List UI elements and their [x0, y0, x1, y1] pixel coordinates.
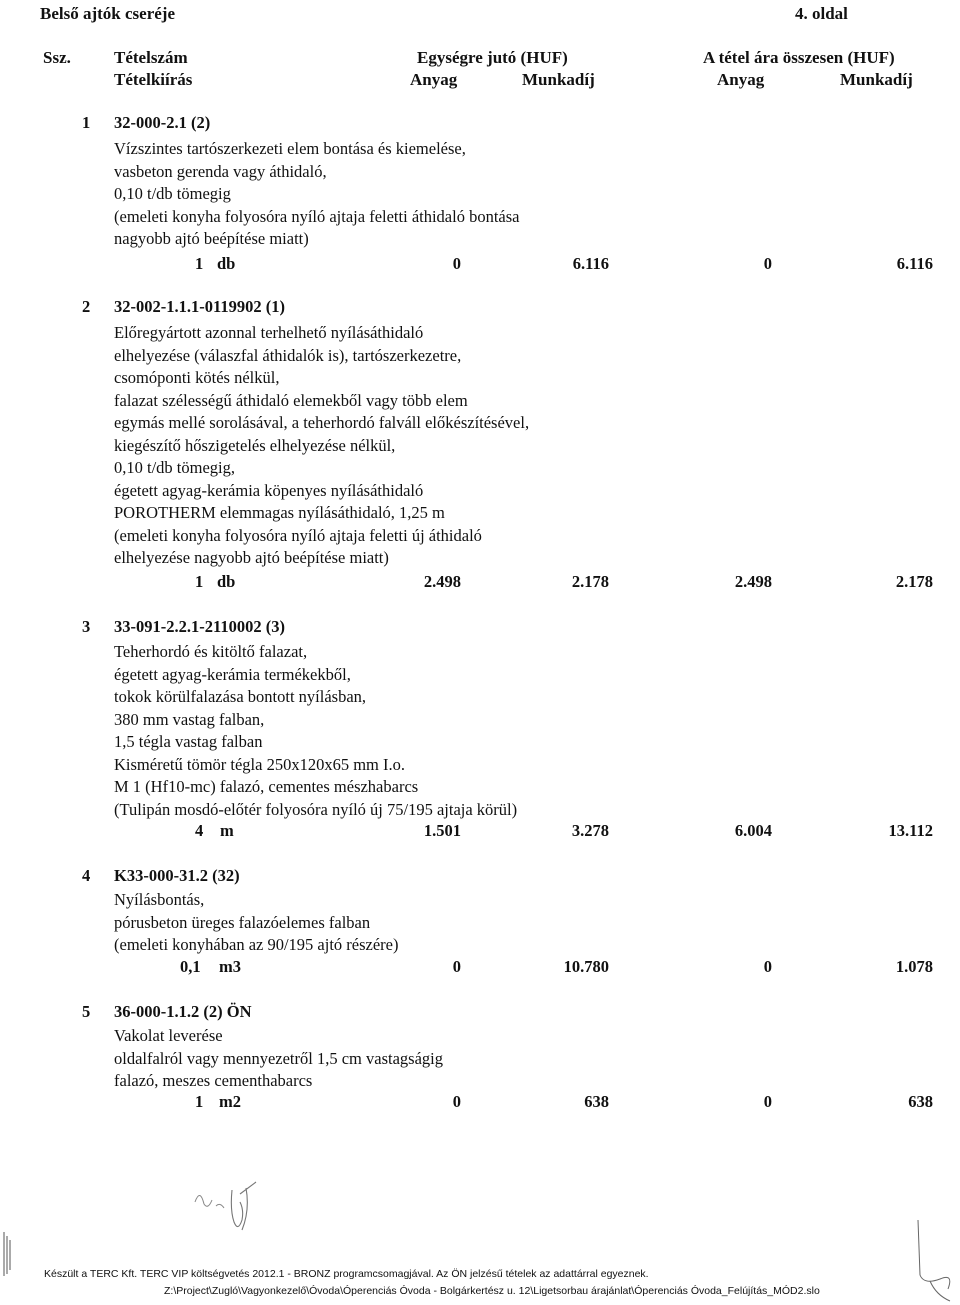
- description-line: Nyílásbontás,: [114, 890, 205, 909]
- document-title: Belső ajtók cseréje: [40, 4, 176, 23]
- footer-credit: Készült a TERC Kft. TERC VIP költségvetés 2012.1 - BRONZ programcsomagjával. Az ÖN jelzésű tételek az adattárral egyeznek.: [44, 1268, 649, 1280]
- item-unit-anyag: 0: [452, 957, 461, 976]
- item-qty: 1: [195, 254, 204, 273]
- item-qty: 4: [195, 821, 204, 840]
- description-line: Kisméretű tömör tégla 250x120x65 mm I.o.: [114, 754, 405, 774]
- item-qty: 1: [195, 572, 204, 591]
- item-unit-anyag: 1.501: [423, 821, 461, 840]
- col-tetelkiiras: Tételkiírás: [114, 70, 193, 89]
- signature-scribble: [190, 1180, 270, 1240]
- item-description: [114, 322, 529, 570]
- description-line: 380 mm vastag falban,: [114, 709, 265, 729]
- description-line: falazó, meszes cementhabarcs: [114, 1071, 313, 1090]
- col-unit-group: Egységre jutó (HUF): [417, 48, 568, 67]
- description-line: pórusbeton üreges falazóelemes falban: [114, 912, 371, 932]
- item-qty: 0,1: [180, 957, 201, 976]
- item-code: 32-000-2.1 (2): [114, 113, 211, 132]
- item-unit-anyag: 0: [452, 1092, 461, 1111]
- description-line: vasbeton gerenda vagy áthidaló,: [114, 161, 327, 181]
- description-line: égetett agyag-kerámia köpenyes nyílásáthidaló: [114, 480, 424, 500]
- item-unit: m2: [219, 1092, 241, 1111]
- col-total-group: A tétel ára összesen (HUF): [703, 48, 895, 67]
- item-total-anyag: 2.498: [734, 572, 772, 591]
- description-line: (Tulipán mosdó-előtér folyosóra nyíló új 75/195 ajtaja körül): [114, 799, 518, 819]
- item-unit: db: [217, 572, 236, 591]
- page-number: 4. oldal: [795, 4, 848, 23]
- item-unit-anyag: 2.498: [423, 572, 461, 591]
- description-line: (emeleti konyhában az 90/195 ajtó részére): [114, 935, 399, 954]
- description-line: égetett agyag-kerámia termékekből,: [114, 664, 351, 684]
- description-line: tokok körülfalazása bontott nyílásban,: [114, 687, 367, 706]
- description-line: (emeleti konyha folyosóra nyíló ajtaja feletti áthidaló bontása: [114, 206, 520, 226]
- description-line: 1,5 tégla vastag falban: [114, 732, 263, 751]
- description-line: Vakolat leverése: [114, 1026, 223, 1045]
- item-unit-munkadij: 2.178: [571, 572, 609, 591]
- description-line: kiegészítő hőszigetelés elhelyezése nélkül,: [114, 435, 396, 455]
- item-total-munkadij: 2.178: [895, 572, 933, 591]
- item-qty: 1: [195, 1092, 204, 1111]
- item-unit-munkadij: 6.116: [572, 254, 609, 273]
- item-unit-munkadij: 10.780: [563, 957, 609, 976]
- col-total-munkadij: Munkadíj: [840, 70, 913, 89]
- item-description: [114, 641, 517, 821]
- item-ssz: 2: [82, 297, 91, 316]
- item-unit: m3: [219, 957, 241, 976]
- item-description: [114, 889, 399, 957]
- description-line: elhelyezése (válaszfal áthidalók is), tartószerkezetre,: [114, 345, 462, 365]
- item-unit: db: [217, 254, 236, 273]
- description-line: elhelyezése nagyobb ajtó beépítése miatt): [114, 548, 389, 567]
- item-code: 33-091-2.2.1-2110002 (3): [114, 617, 285, 636]
- item-unit-anyag: 0: [452, 254, 461, 273]
- item-total-anyag: 0: [763, 254, 772, 273]
- description-line: csomóponti kötés nélkül,: [114, 368, 280, 387]
- binding-mark: [0, 1230, 14, 1280]
- col-unit-anyag: Anyag: [410, 70, 458, 89]
- description-line: egymás mellé sorolásával, a teherhordó falváll előkészítésével,: [114, 413, 530, 432]
- description-line: falazat szélességű áthidaló elemekből vagy több elem: [114, 390, 468, 410]
- col-ssz: Ssz.: [43, 48, 71, 67]
- edge-mark: [910, 1215, 958, 1305]
- item-total-anyag: 0: [763, 957, 772, 976]
- col-total-anyag: Anyag: [717, 70, 765, 89]
- col-unit-munkadij: Munkadíj: [522, 70, 595, 89]
- item-ssz: 4: [82, 866, 91, 885]
- item-code: 32-002-1.1.1-0119902 (1): [114, 297, 285, 316]
- description-line: M 1 (Hf10-mc) falazó, cementes mészhabarcs: [114, 777, 419, 796]
- item-total-munkadij: 1.078: [895, 957, 933, 976]
- description-line: oldalfalról vagy mennyezetről 1,5 cm vastagságig: [114, 1048, 443, 1068]
- footer-path: Z:\Project\Zugló\Vagyonkezelő\Óvoda\Óperenciás Óvoda - Bolgárkertész u. 12\Ligetsorbau árajánlat\Óperenciás Óvoda_Felújítás_MÓD2.slo: [164, 1285, 820, 1297]
- item-total-munkadij: 6.116: [896, 254, 933, 273]
- description-line: Előregyártott azonnal terhelhető nyílásáthidaló: [114, 323, 424, 342]
- item-code: 36-000-1.1.2 (2) ÖN: [114, 1002, 252, 1021]
- item-total-anyag: 0: [763, 1092, 772, 1111]
- item-ssz: 5: [82, 1002, 91, 1021]
- item-total-anyag: 6.004: [734, 821, 772, 840]
- item-unit-munkadij: 3.278: [571, 821, 609, 840]
- description-line: 0,10 t/db tömegig,: [114, 458, 235, 477]
- item-total-munkadij: 13.112: [888, 821, 933, 840]
- item-ssz: 3: [82, 617, 91, 636]
- description-line: (emeleti konyha folyosóra nyíló ajtaja feletti új áthidaló: [114, 525, 482, 545]
- description-line: 0,10 t/db tömegig: [114, 184, 231, 203]
- description-line: POROTHERM elemmagas nyílásáthidaló, 1,25 m: [114, 503, 445, 522]
- description-line: nagyobb ajtó beépítése miatt): [114, 229, 309, 248]
- item-total-munkadij: 638: [908, 1092, 933, 1111]
- item-unit: m: [220, 821, 234, 840]
- col-tetelszam: Tételszám: [114, 48, 188, 67]
- item-description: [114, 138, 520, 251]
- item-ssz: 1: [82, 113, 91, 132]
- description-line: Teherhordó és kitöltő falazat,: [114, 642, 308, 661]
- description-line: Vízszintes tartószerkezeti elem bontása és kiemelése,: [114, 139, 466, 158]
- item-unit-munkadij: 638: [584, 1092, 609, 1111]
- item-code: K33-000-31.2 (32): [114, 866, 240, 885]
- item-description: [114, 1025, 443, 1093]
